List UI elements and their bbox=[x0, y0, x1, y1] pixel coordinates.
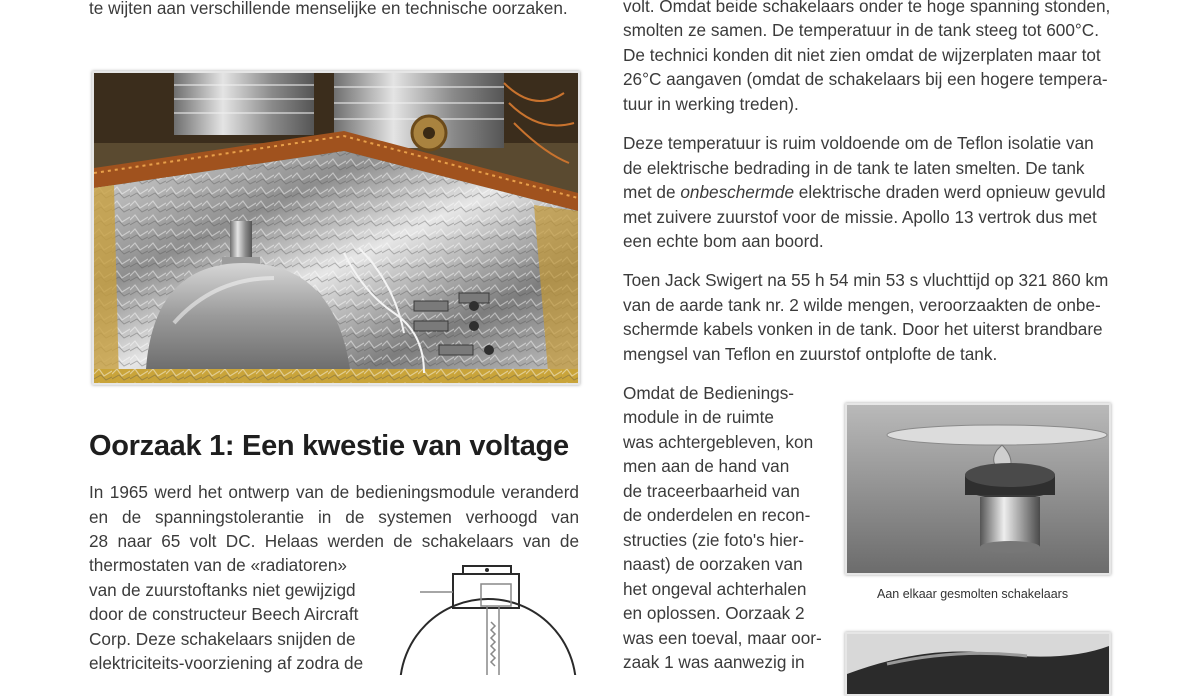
text-line: smolten ze samen. De temperatuur in de tank steeg tot 600°C. bbox=[623, 20, 1099, 40]
text-line: 26°C aangaven (omdat de schakelaars bij een hogere tempera- bbox=[623, 69, 1108, 89]
text-line: was een toeval, maar oor- bbox=[623, 628, 822, 648]
text-line: zaak 1 was aanwezig in bbox=[623, 652, 805, 672]
photo-caption: Aan elkaar gesmolten schakelaars bbox=[877, 587, 1069, 601]
oxygen-tank-photo bbox=[92, 71, 580, 385]
top-left-line: te wijten aan verschillende menselijke en technische oorzaken. bbox=[89, 0, 568, 18]
text-segment: elektrische draden werd opnieuw gevuld bbox=[794, 182, 1106, 202]
text-line: Corp. Deze schakelaars snijden de bbox=[89, 629, 356, 649]
emphasis-onbeschermde: onbeschermde bbox=[680, 182, 795, 202]
text-line: De technici konden dit niet zien omdat de wijzerplaten maar tot bbox=[623, 45, 1101, 65]
text-line: Deze temperatuur is ruim voldoende om de Teflon isolatie van bbox=[623, 133, 1094, 153]
text-line: structies (zie foto's hier- bbox=[623, 530, 804, 550]
text-line: met zuivere zuurstof voor de missie. Apollo 13 vertrok dus met bbox=[623, 207, 1097, 227]
text-line: In 1965 werd het ontwerp van de bedieningsmodule veranderd bbox=[89, 482, 579, 502]
text-line: was achtergebleven, kon bbox=[623, 432, 814, 452]
text-line: tuur in werking treden). bbox=[623, 94, 799, 114]
text-segment: met de bbox=[623, 182, 681, 202]
tank-diagram bbox=[395, 562, 595, 675]
text-line: men aan de hand van bbox=[623, 456, 790, 476]
text-line: door de constructeur Beech Aircraft bbox=[89, 604, 359, 624]
text-line: naast) de oorzaken van bbox=[623, 554, 803, 574]
text-line: Toen Jack Swigert na 55 h 54 min 53 s vluchttijd op 321 860 km bbox=[623, 270, 1109, 290]
text-line: het ongeval achterhalen bbox=[623, 579, 807, 599]
text-line: van de zuurstoftanks niet gewijzigd bbox=[89, 580, 356, 600]
text-line: Omdat de Bedienings- bbox=[623, 383, 795, 403]
text-line: mengsel van Teflon en zuurstof ontplofte de tank. bbox=[623, 344, 998, 364]
section-heading: Oorzaak 1: Een kwestie van voltage bbox=[89, 430, 569, 462]
text-line: 28 naar 65 volt DC. Helaas werden de schakelaars van de bbox=[89, 531, 579, 551]
text-line bbox=[623, 180, 1106, 205]
text-line: en oplossen. Oorzaak 2 bbox=[623, 603, 805, 623]
text-line: elektriciteits-voorziening af zodra de bbox=[89, 653, 364, 673]
text-line: volt. Omdat beide schakelaars onder te hoge spanning stonden, bbox=[623, 0, 1111, 16]
melted-switches-photo bbox=[845, 403, 1111, 575]
text-line: van de aarde tank nr. 2 wilde mengen, veroorzaakten de onbe- bbox=[623, 295, 1101, 315]
text-line: schermde kabels vonken in de tank. Door het uiterst brandbare bbox=[623, 319, 1103, 339]
text-line: een echte bom aan boord. bbox=[623, 231, 824, 251]
text-line: module in de ruimte bbox=[623, 407, 774, 427]
reconstruction-photo bbox=[845, 632, 1111, 696]
text-line: de traceerbaarheid van bbox=[623, 481, 800, 501]
text-line: de onderdelen en recon- bbox=[623, 505, 811, 525]
text-line: thermostaten van de «radiatoren» bbox=[89, 555, 347, 575]
text-line: de elektrische bedrading in de tank te laten smelten. De tank bbox=[623, 158, 1085, 178]
text-line: en de spanningstolerantie in de systemen verhoogd van bbox=[89, 507, 579, 527]
